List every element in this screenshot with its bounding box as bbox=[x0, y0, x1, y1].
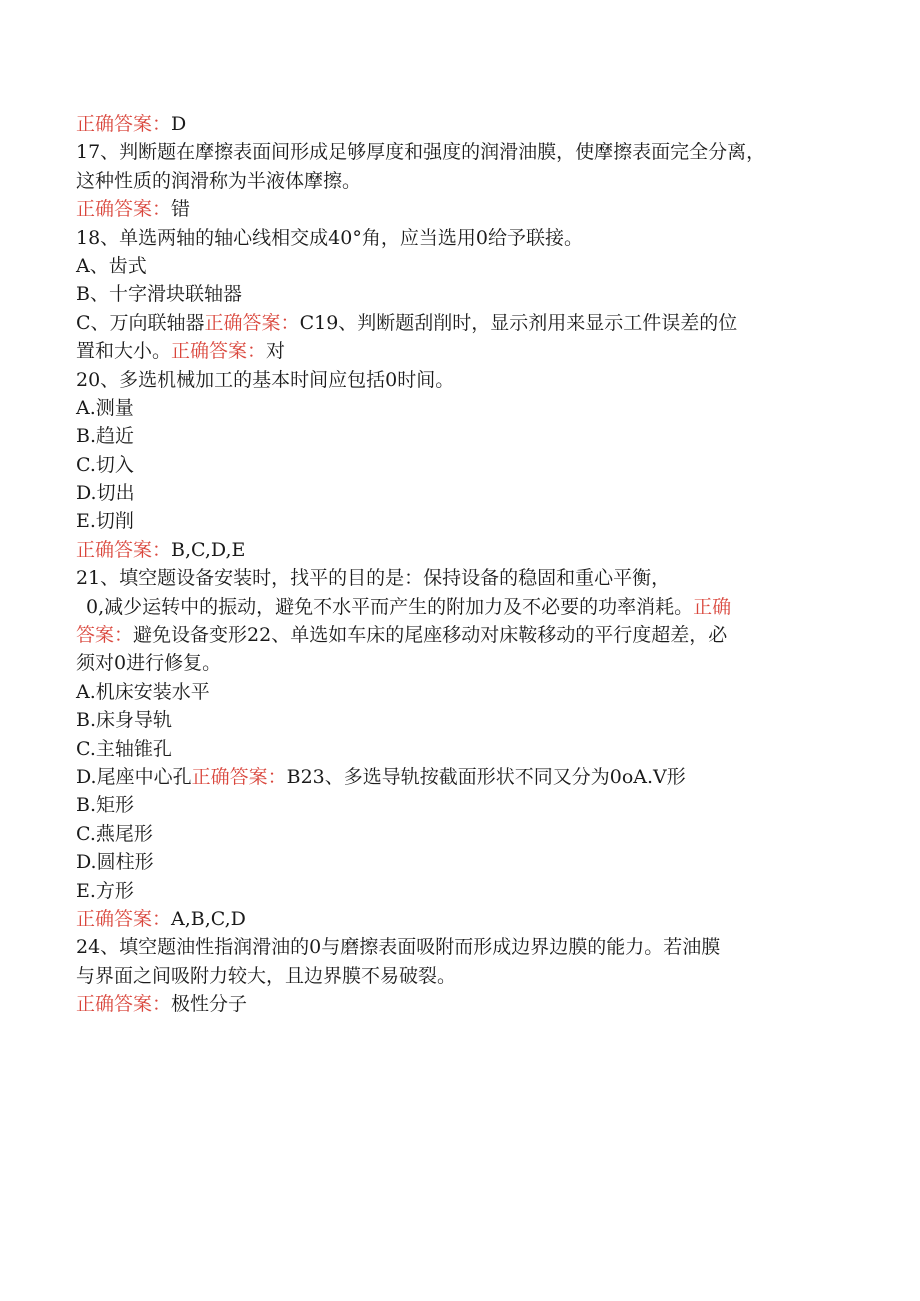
text-line bbox=[76, 167, 846, 195]
question-text: A.机床安装水平 bbox=[76, 680, 210, 703]
question-text: D.切出 bbox=[76, 482, 135, 505]
text-line bbox=[76, 366, 846, 394]
text-line bbox=[76, 564, 846, 592]
question-text: 避免设备变形22、单选如车床的尾座移动对床鞍移动的平行度超差，必 bbox=[133, 624, 728, 647]
text-line bbox=[76, 337, 846, 365]
answer-label: 正确答案： bbox=[76, 907, 172, 930]
question-text: B.趋近 bbox=[76, 425, 135, 448]
answer-label: 正确答案： bbox=[76, 113, 172, 135]
question-text: C.主轴锥孔 bbox=[76, 737, 172, 760]
text-line bbox=[76, 394, 846, 422]
answer-label: 正确答案： bbox=[171, 340, 267, 363]
question-text: B,C,D,E bbox=[171, 538, 246, 561]
question-text: C.切入 bbox=[76, 453, 134, 476]
question-text: 错 bbox=[171, 198, 191, 221]
text-line bbox=[76, 422, 846, 450]
text-line bbox=[76, 309, 846, 337]
question-text: 18、单选两轴的轴心线相交成40°角，应当选用0给予联接。 bbox=[76, 226, 583, 249]
text-line bbox=[76, 848, 846, 876]
question-text: 与界面之间吸附力较大，且边界膜不易破裂。 bbox=[76, 964, 457, 987]
answer-label: 正确 bbox=[693, 595, 732, 618]
answer-label: 答案： bbox=[76, 624, 134, 647]
question-text: C.燕尾形 bbox=[76, 822, 153, 845]
text-line bbox=[76, 649, 846, 677]
text-line bbox=[76, 905, 846, 933]
question-text: 0,减少运转中的振动，避免不水平而产生的附加力及不必要的功率消耗。 bbox=[86, 595, 694, 618]
question-text: E.切削 bbox=[76, 510, 134, 533]
answer-label: 正确答案： bbox=[204, 311, 300, 334]
text-line bbox=[76, 706, 846, 734]
text-line bbox=[76, 536, 846, 564]
text-line bbox=[76, 763, 846, 791]
text-line bbox=[76, 479, 846, 507]
question-text: 极性分子 bbox=[171, 993, 248, 1016]
answer-label: 正确答案： bbox=[191, 765, 287, 788]
text-line bbox=[76, 621, 846, 649]
question-text: 20、多选机械加工的基本时间应包括0时间。 bbox=[76, 368, 455, 391]
text-line bbox=[76, 877, 846, 905]
question-text: A.测量 bbox=[76, 396, 134, 419]
question-text: B23、多选导轨按截面形状不同又分为0oA.V形 bbox=[286, 765, 686, 788]
text-line bbox=[76, 820, 846, 848]
text-line bbox=[76, 593, 846, 621]
question-text: 17、判断题在摩擦表面间形成足够厚度和强度的润滑油膜，使摩擦表面完全分离， bbox=[76, 141, 766, 164]
text-line bbox=[76, 791, 846, 819]
answer-label: 正确答案： bbox=[76, 993, 172, 1016]
text-line bbox=[76, 110, 846, 138]
question-text: B.矩形 bbox=[76, 794, 135, 817]
text-line bbox=[76, 735, 846, 763]
question-text: A,B,C,D bbox=[171, 907, 246, 930]
question-text: E.方形 bbox=[76, 879, 134, 902]
text-line bbox=[76, 962, 846, 990]
text-line bbox=[76, 280, 846, 308]
text-line bbox=[76, 678, 846, 706]
question-text: B.床身导轨 bbox=[76, 709, 173, 732]
text-line bbox=[76, 195, 846, 223]
question-text: B、十字滑块联轴器 bbox=[76, 283, 242, 306]
question-text: 置和大小。 bbox=[76, 340, 172, 363]
question-text: 21、填空题设备安装时，找平的目的是：保持设备的稳固和重心平衡， bbox=[76, 567, 671, 590]
answer-label: 正确答案： bbox=[76, 198, 172, 221]
document-body bbox=[76, 110, 846, 1019]
question-text: 24、填空题油性指润滑油的0与磨擦表面吸附而形成边界边膜的能力。若油膜 bbox=[76, 936, 721, 959]
question-text: C、万向联轴器 bbox=[76, 311, 205, 334]
question-text: 这种性质的润滑称为半液体摩擦。 bbox=[76, 169, 362, 192]
question-text: C19、判断题刮削时，显示剂用来显示工件误差的位 bbox=[299, 311, 738, 334]
text-line bbox=[76, 933, 846, 961]
text-line bbox=[76, 507, 846, 535]
text-line bbox=[76, 252, 846, 280]
text-line bbox=[76, 224, 846, 252]
answer-label: 正确答案： bbox=[76, 538, 172, 561]
text-line bbox=[76, 138, 846, 166]
question-text: D.圆柱形 bbox=[76, 851, 154, 874]
question-text: A、齿式 bbox=[76, 254, 147, 277]
question-text: D bbox=[171, 113, 187, 135]
question-text: 须对0进行修复。 bbox=[76, 652, 222, 675]
text-line bbox=[76, 451, 846, 479]
question-text: D.尾座中心孔 bbox=[76, 765, 192, 788]
text-line bbox=[76, 990, 846, 1018]
question-text: 对 bbox=[266, 340, 286, 363]
